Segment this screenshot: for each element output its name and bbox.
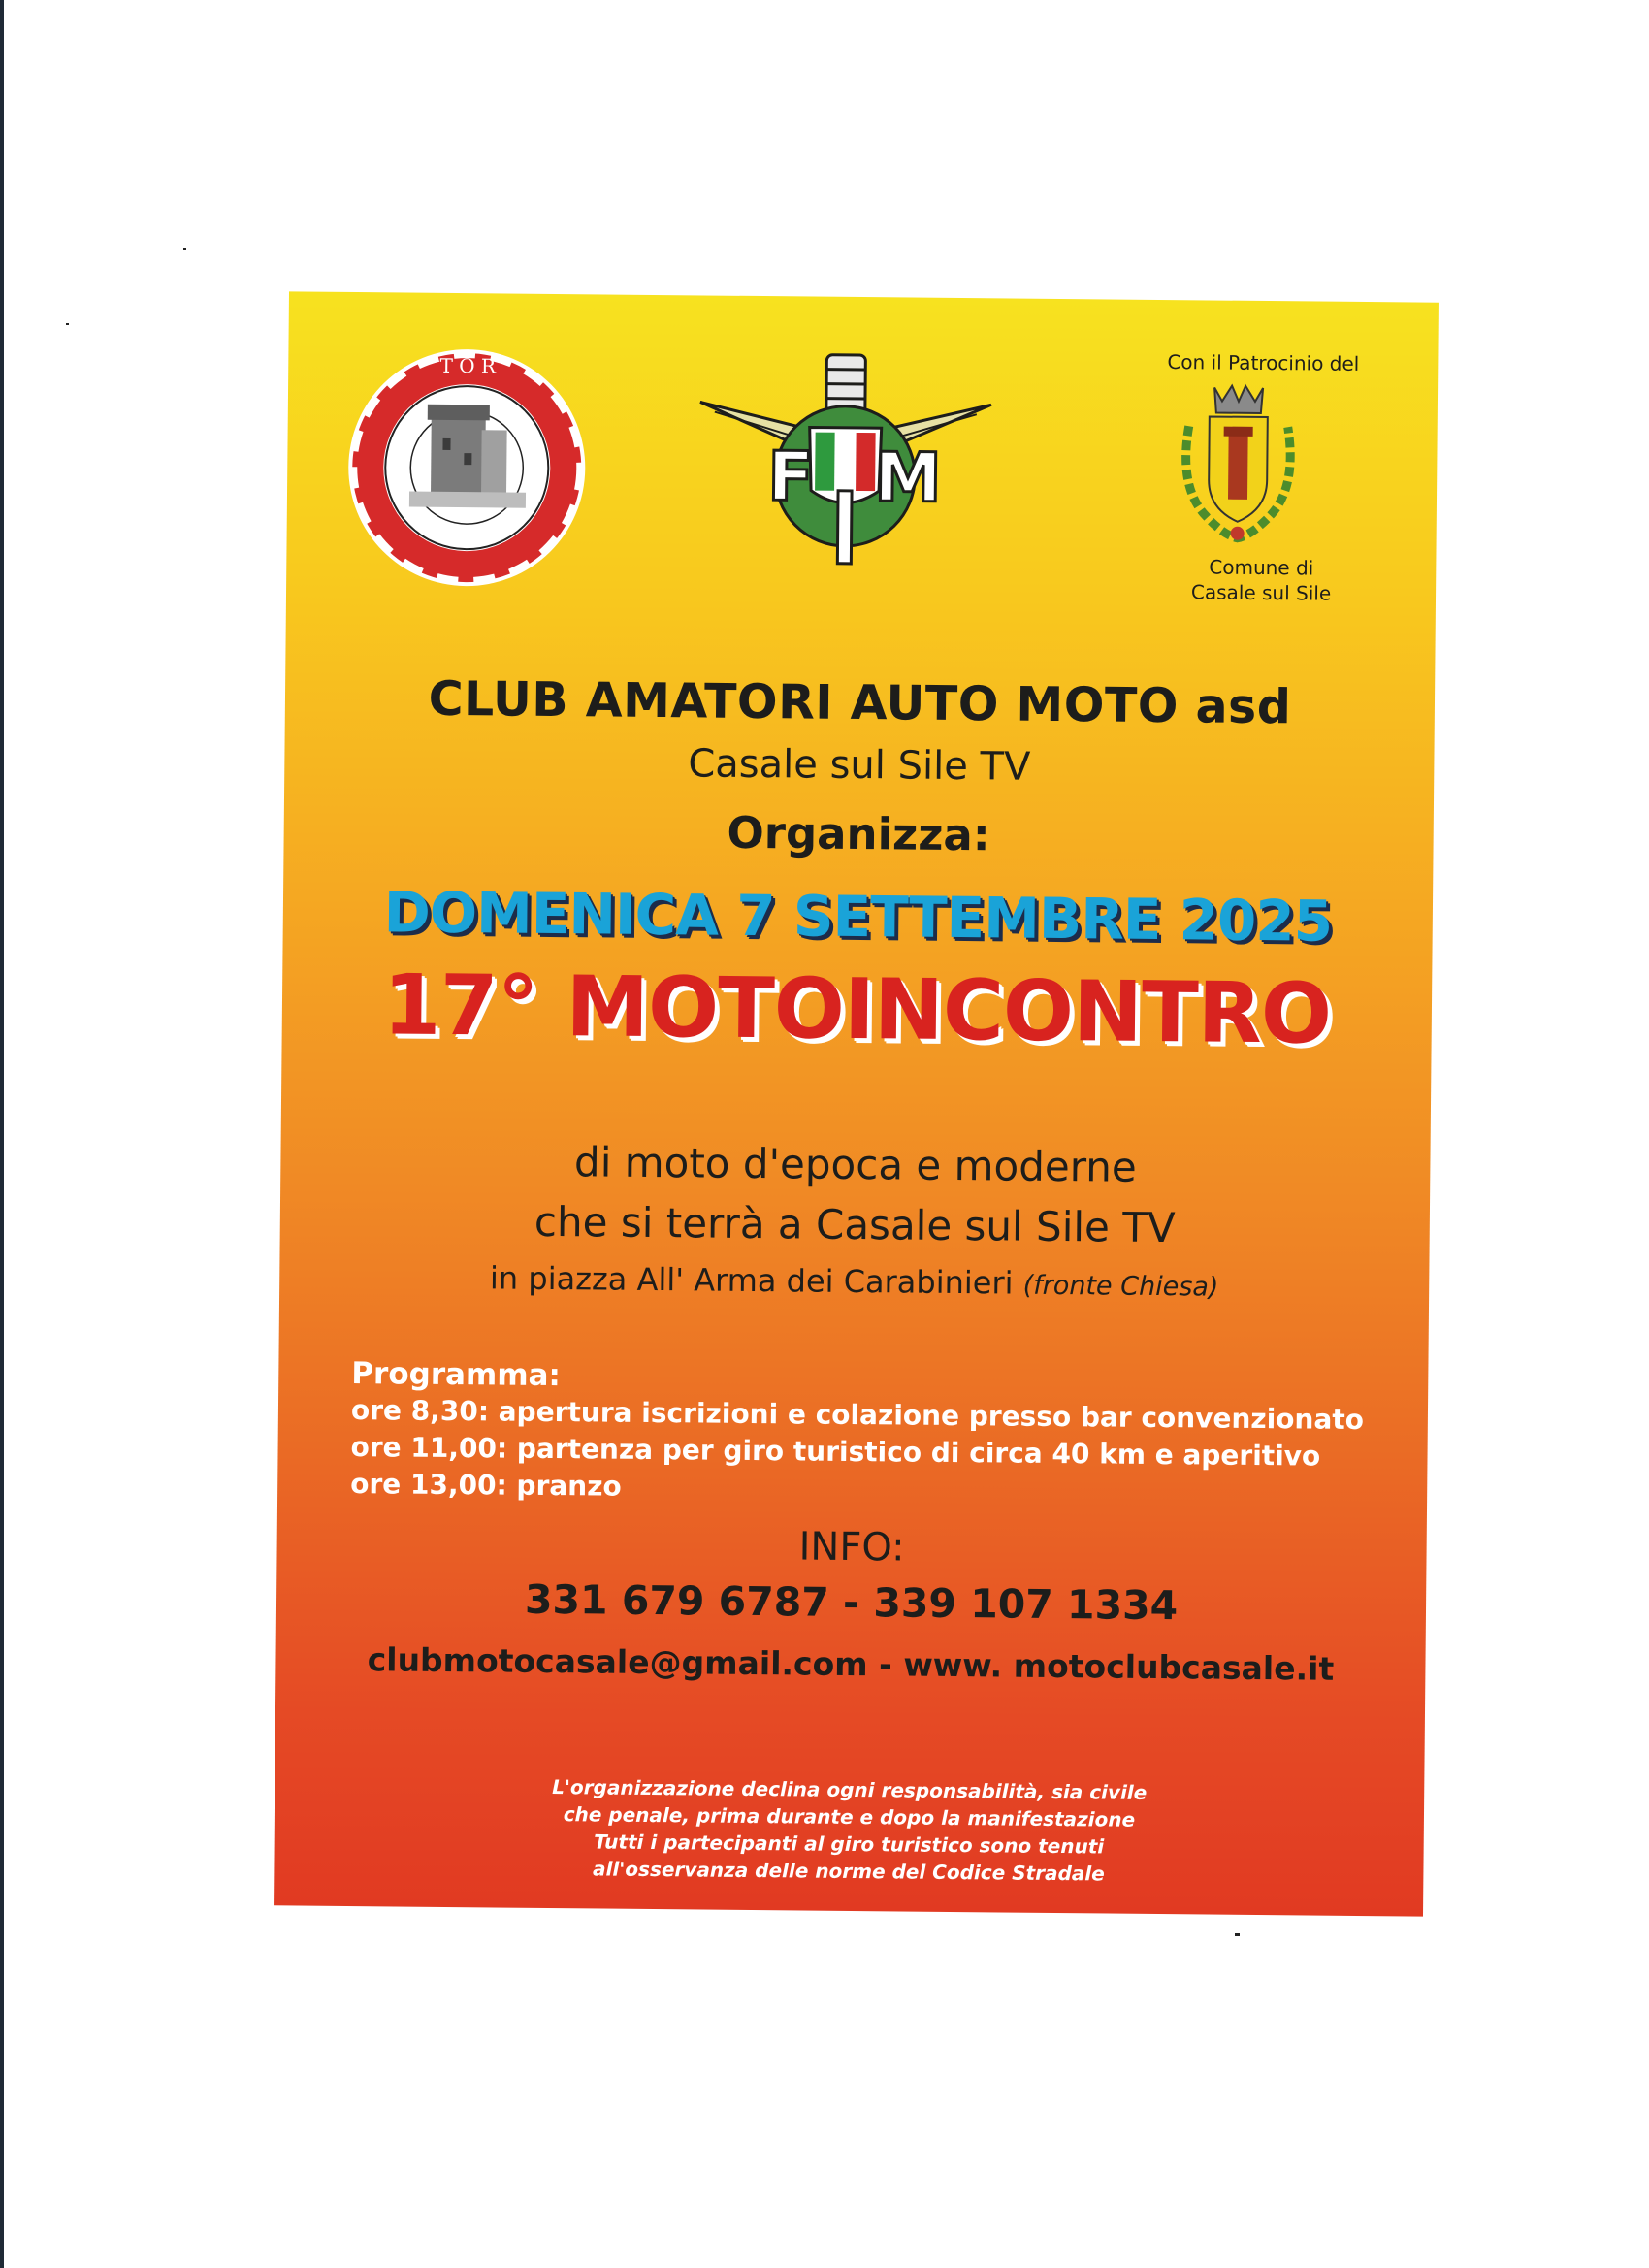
patrocinio-label: Con il Patrocinio del	[1167, 350, 1360, 375]
comune-coat-of-arms	[1175, 377, 1303, 548]
club-logo	[344, 345, 589, 590]
event-description-line-1: di moto d'epoca e moderne	[573, 1138, 1137, 1191]
scan-dust	[1235, 1933, 1240, 1936]
event-location	[279, 1257, 1429, 1305]
club-name: CLUB AMATORI AUTO MOTO asd	[428, 670, 1292, 735]
event-location-text: in piazza All' Arma dei Carabinieri	[489, 1259, 1014, 1302]
fmi-letter-m: M	[873, 437, 943, 518]
scan-dust	[183, 248, 186, 250]
event-description-line-2: che si terrà a Casale sul Sile TV	[534, 1197, 1176, 1252]
comune-label	[1140, 554, 1382, 606]
disclaimer-line: all'osservanza delle norme del Codice Stradale	[592, 1857, 1105, 1886]
comune-line-2: Casale sul Sile	[1190, 580, 1332, 605]
program-item: ore 11,00: partenza per giro turistico di circa 40 km e aperitivo	[350, 1431, 1321, 1473]
info-contacts: clubmotocasale@gmail.com - www. motoclubcasale.it	[367, 1640, 1335, 1688]
program-item: ore 8,30: apertura iscrizioni e colazione presso bar convenzionato	[350, 1394, 1365, 1437]
club-city: Casale sul Sile TV	[688, 741, 1031, 790]
program-section	[350, 1355, 1364, 1512]
disclaimer-line: Tutti i partecipanti al giro turistico sono tenuti	[594, 1830, 1105, 1859]
comune-line-1: Comune di	[1209, 555, 1314, 580]
program-item: ore 13,00: pranzo	[350, 1468, 622, 1503]
scan-edge	[0, 0, 4, 2268]
event-title: 17° MOTOINCONTRO	[382, 956, 1332, 1063]
event-location-note: (fronte Chiesa)	[1022, 1270, 1219, 1303]
fmi-letter-f: F	[766, 437, 815, 517]
fmi-logo	[694, 343, 996, 569]
organizza-label: Organizza:	[727, 806, 991, 861]
disclaimer-line: L'organizzazione declina ogni responsabilità, sia civile	[552, 1775, 1148, 1804]
scan-dust	[66, 323, 69, 325]
event-date: DOMENICA 7 SETTEMBRE 2025	[383, 879, 1333, 955]
disclaimer	[274, 1770, 1424, 1890]
event-poster	[274, 291, 1439, 1916]
svg-text:T O R: T O R	[439, 353, 497, 378]
info-heading: INFO:	[798, 1524, 905, 1571]
program-heading: Programma:	[351, 1356, 562, 1394]
disclaimer-line: che penale, prima durante e dopo la manifestazione	[563, 1802, 1136, 1831]
info-phones: 331 679 6787 - 339 107 1334	[524, 1575, 1179, 1630]
